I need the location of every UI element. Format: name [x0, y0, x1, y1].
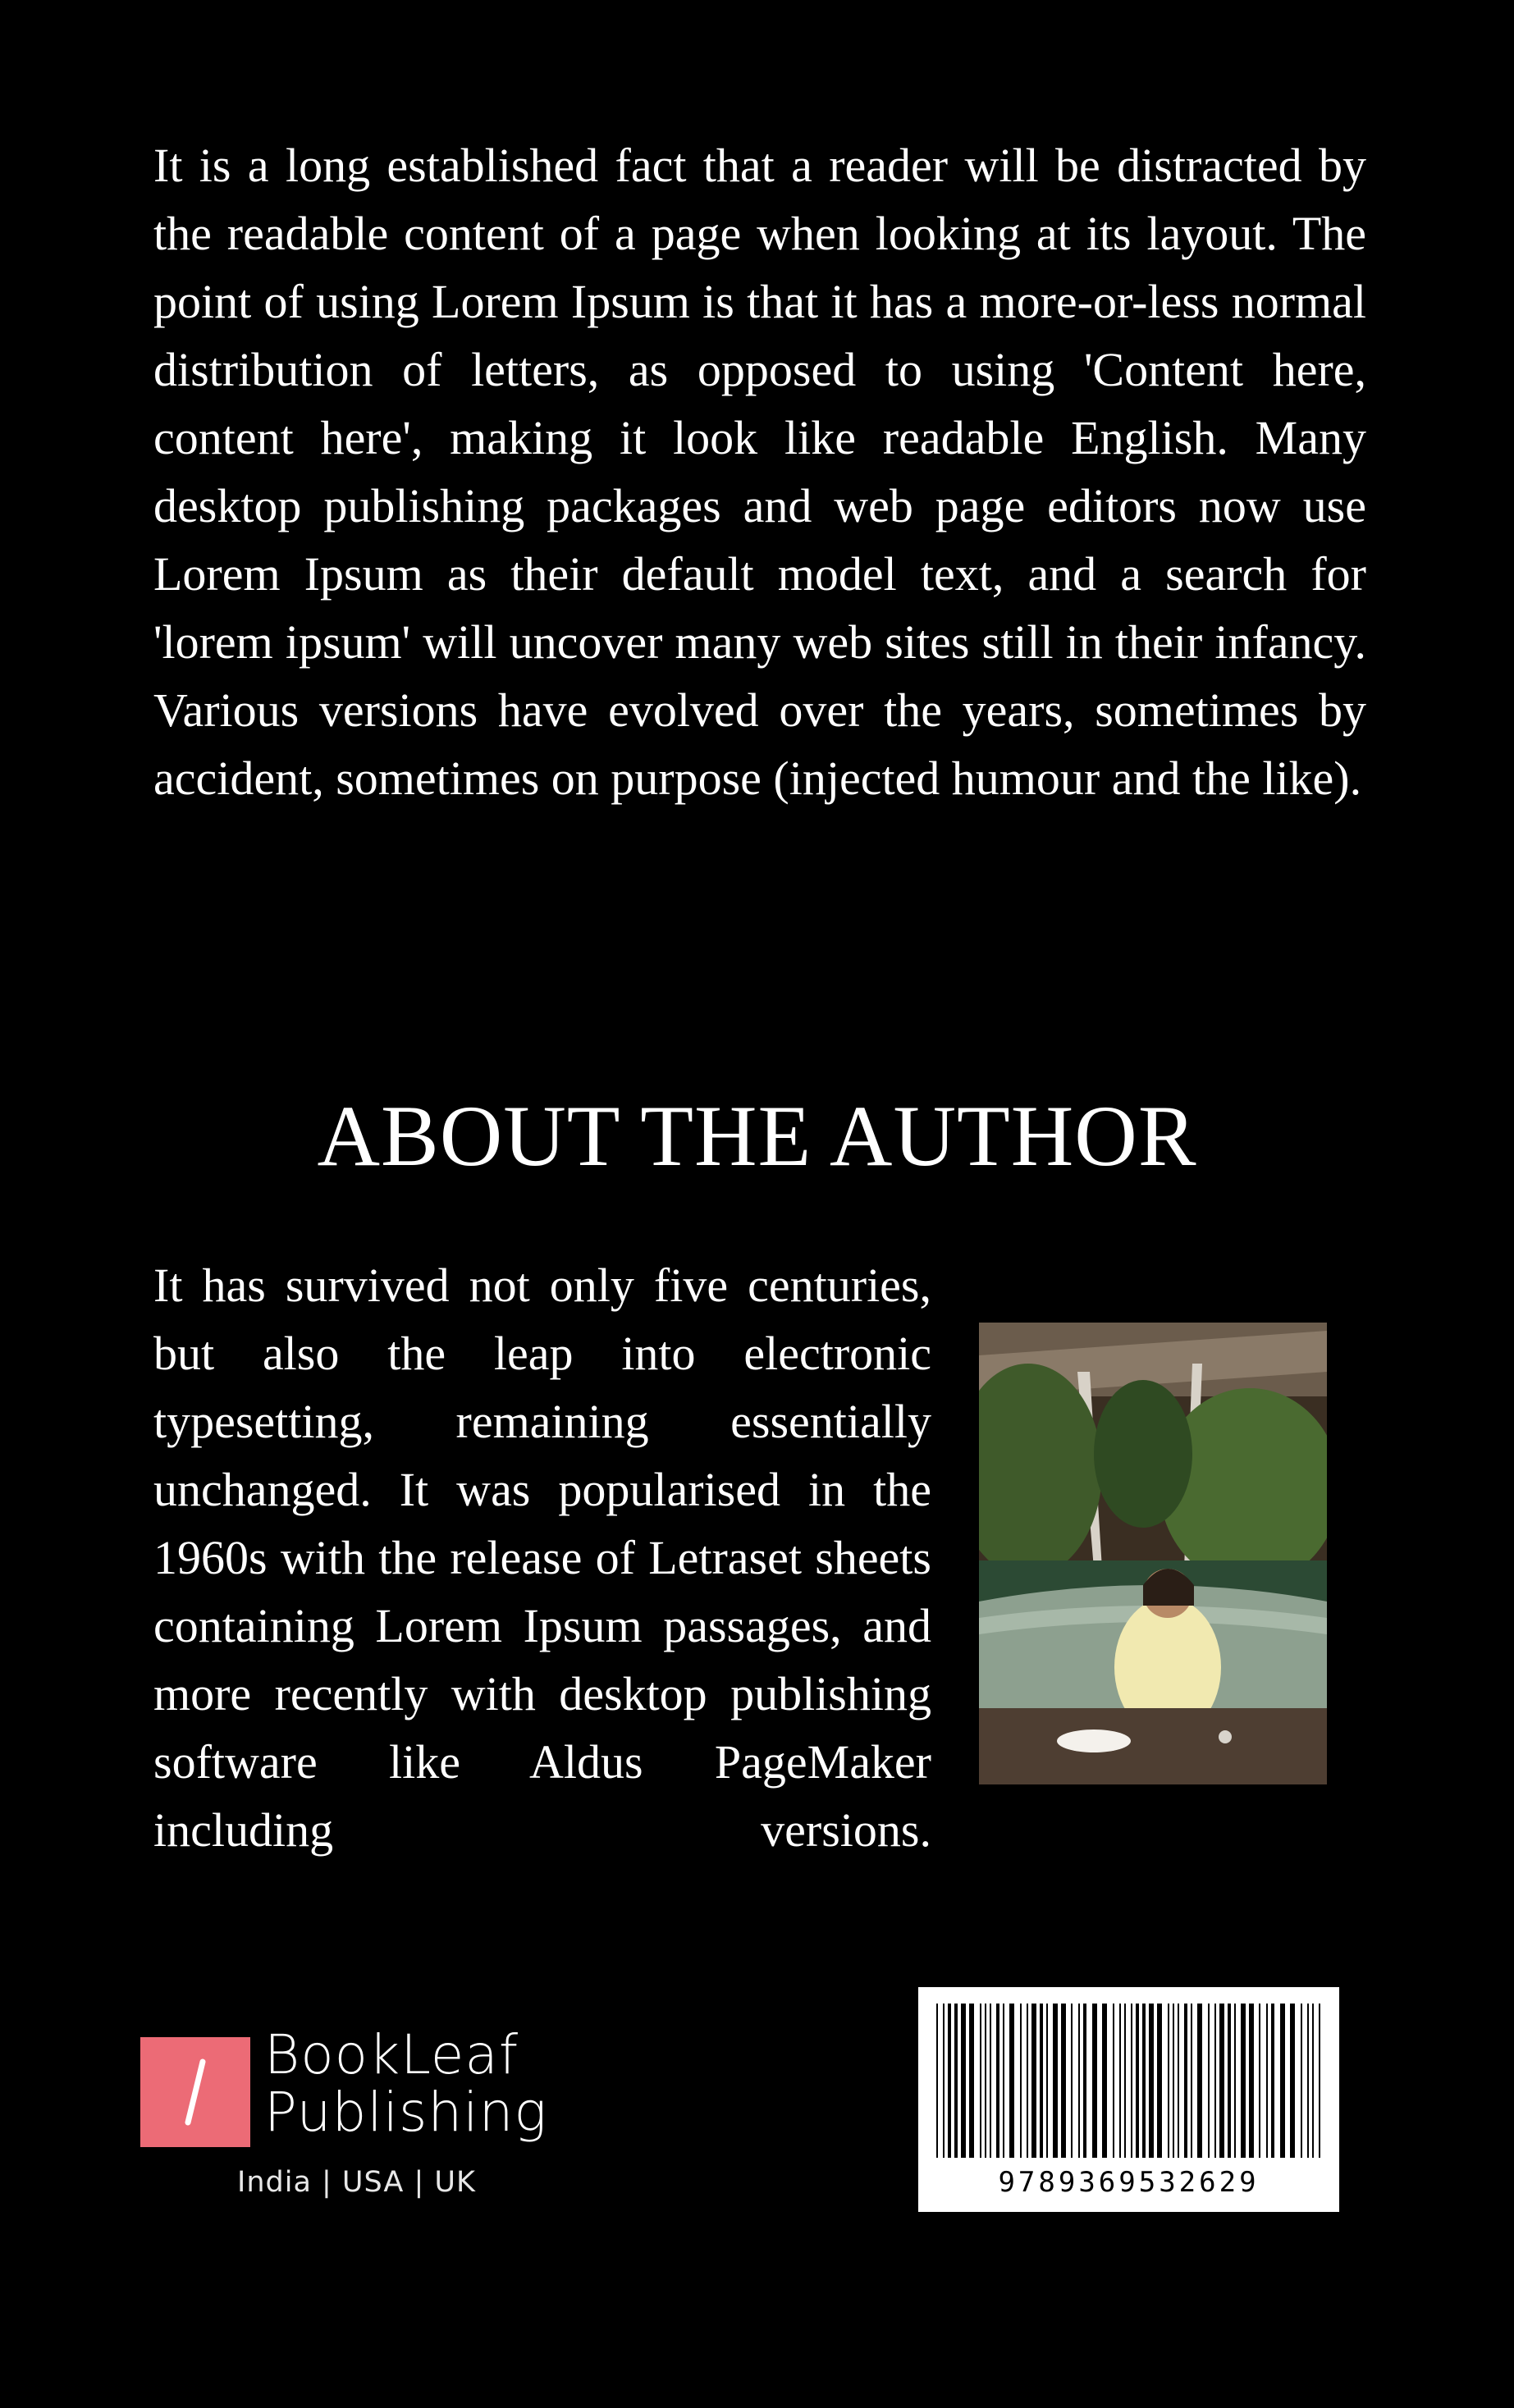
- publisher-logo: [140, 2037, 250, 2147]
- barcode-bar: [1184, 2004, 1187, 2158]
- barcode-bar: [1241, 2004, 1246, 2158]
- barcode-bar: [990, 2004, 991, 2158]
- barcode-bar: [1119, 2004, 1121, 2158]
- barcode-bar: [1027, 2004, 1028, 2158]
- barcode-bar: [1102, 2004, 1107, 2158]
- barcode-bar: [1136, 2004, 1139, 2158]
- barcode-bar: [1219, 2004, 1224, 2158]
- barcode-bar: [1319, 2004, 1320, 2158]
- barcode-bar: [1092, 2004, 1097, 2158]
- barcode-bar: [980, 2004, 981, 2158]
- barcode-bar: [1301, 2004, 1302, 2158]
- barcode-bar: [1173, 2004, 1174, 2158]
- barcode-bar: [1157, 2004, 1162, 2158]
- barcode-bar: [1290, 2004, 1295, 2158]
- barcode-bar: [1149, 2004, 1154, 2158]
- barcode-bar: [1009, 2004, 1014, 2158]
- isbn-barcode: [918, 1987, 1339, 2212]
- barcode-bar: [948, 2004, 951, 2158]
- barcode-bar: [969, 2004, 974, 2158]
- barcode-bar: [1214, 2004, 1216, 2158]
- about-author-heading: ABOUT THE AUTHOR: [317, 1088, 1197, 1184]
- barcode-bar: [1178, 2004, 1179, 2158]
- barcode-bar: [1280, 2004, 1285, 2158]
- barcode-bar: [1040, 2004, 1043, 2158]
- publisher-name: [264, 2023, 548, 2144]
- barcode-bar: [936, 2004, 938, 2158]
- barcode-bar: [1142, 2004, 1146, 2158]
- isbn-number: 9789369532629: [998, 2166, 1260, 2199]
- publisher-name-line1: BookLeaf: [264, 2023, 519, 2086]
- barcode-bar: [1124, 2004, 1126, 2158]
- barcode-bar: [961, 2004, 966, 2158]
- barcode-bar: [1113, 2004, 1114, 2158]
- publisher-regions: India | USA | UK: [237, 2166, 476, 2199]
- barcode-bar: [943, 2004, 945, 2158]
- barcode-bar: [1208, 2004, 1210, 2158]
- barcode-bar: [1266, 2004, 1268, 2158]
- barcode-bar: [1071, 2004, 1073, 2158]
- author-photo-image: [979, 1323, 1327, 1784]
- barcode-bar: [1307, 2004, 1309, 2158]
- barcode-bar: [1131, 2004, 1132, 2158]
- barcode-bar: [1046, 2004, 1048, 2158]
- barcode-bar: [1053, 2004, 1058, 2158]
- barcode-bar: [1271, 2004, 1274, 2158]
- barcode-bar: [1259, 2004, 1260, 2158]
- barcode-bar: [1249, 2004, 1254, 2158]
- barcode-bar: [1003, 2004, 1004, 2158]
- book-blurb: It is a long established fact that a reader will be distracted by the readable content of a page when looking at its layout. The point of using Lorem Ipsum is that it has a more-or-less normal distribution of letters, as opposed to using 'Content here, content here', making it look like readable English. Many desktop publishing packages and web page editors now use Lorem Ipsum as their default model text, and a search for 'lorem ipsum' will uncover many web sites still in their infancy. Various versions have evolved over the years, sometimes by accident, sometimes on purpose (injected humour and the like).: [153, 139, 1366, 805]
- barcode-bar: [1197, 2004, 1202, 2158]
- barcode-bar: [1191, 2004, 1192, 2158]
- barcode-bar: [1168, 2004, 1169, 2158]
- barcode-bar: [954, 2004, 958, 2158]
- publisher-name-line2: Publishing: [264, 2081, 548, 2144]
- barcode-bar: [996, 2004, 999, 2158]
- author-bio: It has survived not only five centuries, but also the leap into electronic typesetting, remaining essentially unchanged. It was popularised in the 1960s with the release of Letraset sheets containing Lorem Ipsum passages, and more recently with desktop publishing software like Aldus PageMaker including versions.: [153, 1259, 931, 1857]
- barcode-bar: [1020, 2004, 1022, 2158]
- barcode-bar: [985, 2004, 986, 2158]
- author-photo: [979, 1323, 1327, 1784]
- barcode-bar: [1061, 2004, 1066, 2158]
- barcode-bar: [1234, 2004, 1236, 2158]
- barcode-bar: [1078, 2004, 1080, 2158]
- barcode-bar: [1083, 2004, 1086, 2158]
- barcode-bar: [1312, 2004, 1314, 2158]
- barcode-bar: [1228, 2004, 1231, 2158]
- slash-icon: [140, 2037, 250, 2147]
- barcode-bar: [1031, 2004, 1036, 2158]
